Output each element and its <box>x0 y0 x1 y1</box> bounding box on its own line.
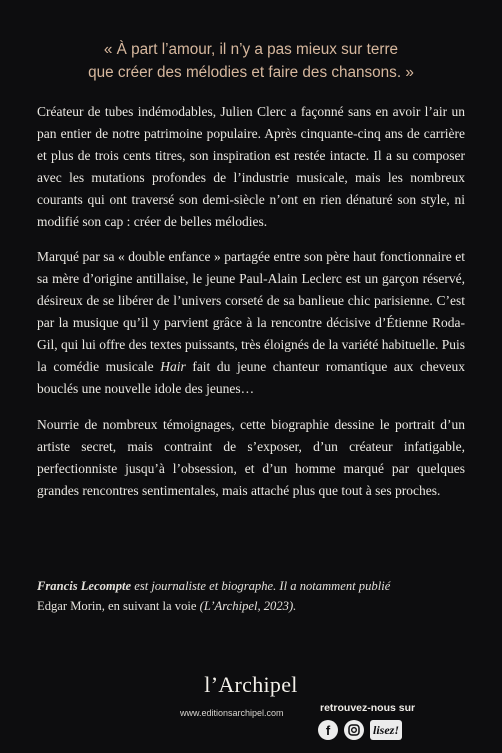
author-name: Francis Lecompte <box>37 579 132 593</box>
instagram-icon <box>344 720 364 740</box>
blurb-paragraph-3: Nourrie de nombreux témoignages, cette biographie dessine le portrait d’un artiste secret, mais contraint de s’exposer, d’un créateur infatigable, perfectionniste jusqu’à l’obsession, et d’un homme marqué par quelques grandes rencontres sentimentales, mais attaché plus que tout à ses proches. <box>37 416 465 498</box>
quote <box>0 38 502 84</box>
follow-label: retrouvez-nous sur <box>320 702 416 714</box>
author-previous-book-publisher: (L’Archipel, 2023). <box>196 599 297 613</box>
blurb-paragraph-2: Marqué par sa « double enfance » partagée entre son père haut fonctionnaire et sa mère d’origine antillaise, le jeune Paul-Alain Leclerc est un garçon réservé, désireux de se libérer de l’univers corseté de sa banlieue chic parisienne. C’est par la musique qu’il y parvient grâce à la rencontre décisive d’Étienne Roda-Gil, qui lui offre des textes puissants, très éloignés de la variété habituelle. Puis la comédie musicale Hair fait du jeune chanteur romantique aux cheveux bouclés une nouvelle idole des jeunes… <box>37 249 465 396</box>
publisher-website: www.editionsarchipel.com <box>180 708 284 718</box>
lisez-logo: lisez! <box>370 720 402 740</box>
social-links <box>318 720 402 740</box>
facebook-icon: f <box>318 720 338 740</box>
author-bio-text: est journaliste et biographe. Il a notamment publié <box>131 579 391 593</box>
publisher-logo: l’Archipel <box>204 672 298 697</box>
blurb-paragraph-1: Créateur de tubes indémodables, Julien Clerc a façonné sans en avoir l’air un pan entier de notre patrimoine populaire. Après cinquante-cinq ans de carrière et plus de trois cents titres, son inspiration est restée intacte. Il a su composer avec les mutations profondes de l’industrie musicale, mais les nombreux courants qui ont traversé son demi-siècle n’ont en rien dénaturé son style, ni modifié son cap : créer de belles mélodies. <box>37 104 465 229</box>
musical-title: Hair <box>160 358 186 374</box>
quote-line-2: que créer des mélodies et faire des chansons. » <box>88 64 414 81</box>
quote-line-1: « À part l’amour, il n’y a pas mieux sur terre <box>103 41 399 58</box>
blurb <box>37 101 465 515</box>
author-previous-book: Edgar Morin, en suivant la voie <box>37 599 197 613</box>
author-bio <box>37 576 465 616</box>
